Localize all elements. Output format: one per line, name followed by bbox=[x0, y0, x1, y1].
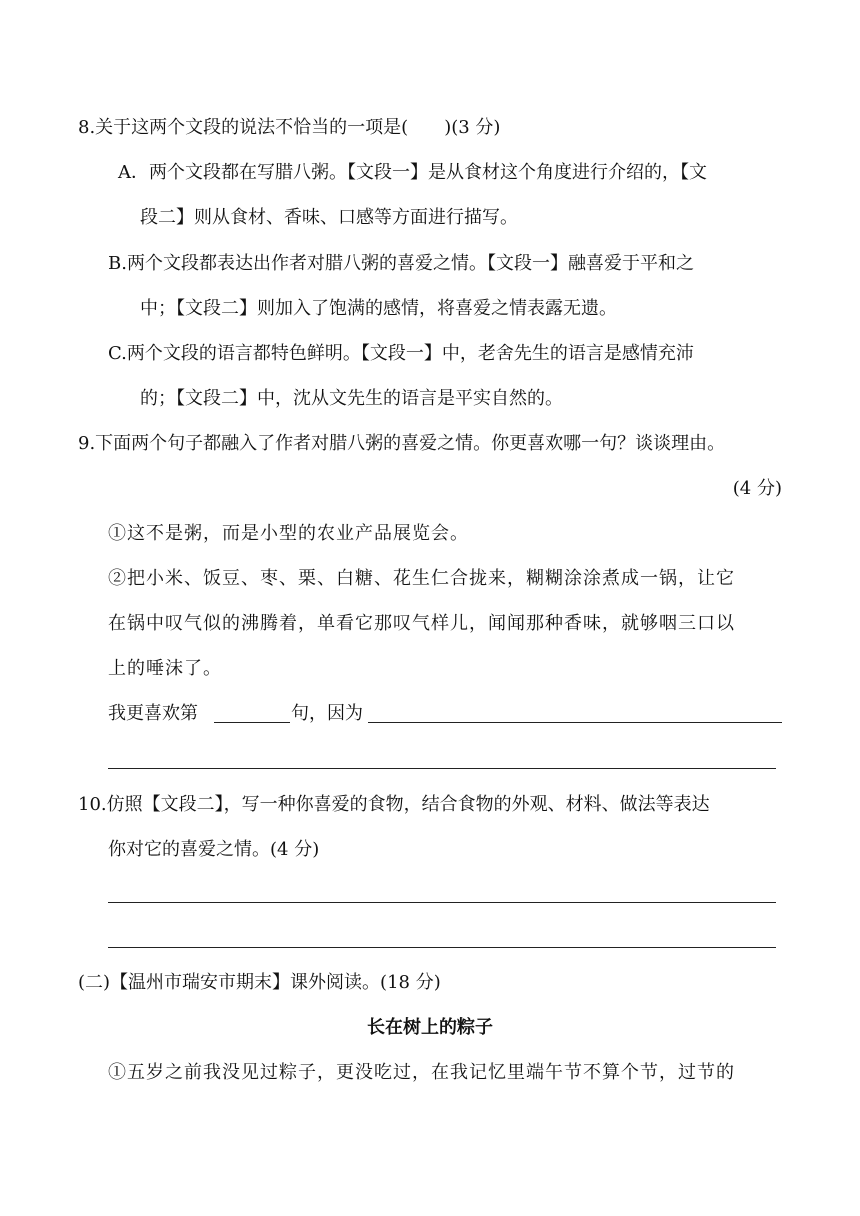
article-paragraph-1-line1: ①五岁之前我没见过粽子，更没吃过，在我记忆里端午节不算个节，过节的 bbox=[108, 1062, 735, 1083]
q8-option-a-line2: 段二】则从食材、香味、口感等方面进行描写。 bbox=[140, 207, 518, 228]
q9-sentence-2-line2: 在锅中叹气似的沸腾着，单看它那叹气样儿，闻闻那种香味，就够咽三口以 bbox=[108, 613, 735, 634]
q10-question-line2: 你对它的喜爱之情。(4 分) bbox=[108, 839, 320, 860]
q8-option-b-line2: 中；【文段二】则加入了饱满的感情，将喜爱之情表露无遗。 bbox=[140, 298, 617, 319]
q9-question: 9.下面两个句子都融入了作者对腊八粥的喜爱之情。你更喜欢哪一句？谈谈理由。 bbox=[78, 433, 726, 454]
q9-answer-blank-reason[interactable] bbox=[368, 722, 782, 723]
q9-answer-prefix: 我更喜欢第 bbox=[108, 703, 198, 724]
q8-option-c-line2: 的；【文段二】中，沈从文先生的语言是平实自然的。 bbox=[140, 388, 563, 409]
q9-answer-middle: 句，因为 bbox=[291, 703, 363, 724]
q9-sentence-2-line3: 上的唾沫了。 bbox=[108, 658, 222, 679]
q8-option-b-line1: B.两个文段都表达出作者对腊八粥的喜爱之情。【文段一】融喜爱于平和之 bbox=[108, 253, 694, 274]
q9-answer-line[interactable] bbox=[108, 768, 776, 769]
article-title: 长在树上的粽子 bbox=[367, 1017, 493, 1038]
q10-answer-line-2[interactable] bbox=[108, 947, 776, 948]
q9-answer-blank-sentence[interactable] bbox=[214, 722, 290, 723]
q8-question: 8.关于这两个文段的说法不恰当的一项是( )(3 分) bbox=[78, 117, 501, 138]
q8-option-a-line1: A．两个文段都在写腊八粥。【文段一】是从食材这个角度进行介绍的，【文 bbox=[118, 162, 707, 183]
q10-question-line1: 10.仿照【文段二】，写一种你喜爱的食物，结合食物的外观、材料、做法等表达 bbox=[78, 794, 710, 815]
q9-sentence-1: ①这不是粥，而是小型的农业产品展览会。 bbox=[108, 523, 469, 544]
q8-option-c-line1: C.两个文段的语言都特色鲜明。【文段一】中，老舍先生的语言是感情充沛 bbox=[108, 343, 694, 364]
q9-sentence-2-line1: ②把小米、饭豆、枣、栗、白糖、花生仁合拢来，糊糊涂涂煮成一锅，让它 bbox=[108, 568, 735, 589]
q9-score: (4 分) bbox=[732, 478, 782, 499]
q10-answer-line-1[interactable] bbox=[108, 902, 776, 903]
section2-heading: (二)【温州市瑞安市期末】课外阅读。(18 分) bbox=[78, 972, 441, 993]
